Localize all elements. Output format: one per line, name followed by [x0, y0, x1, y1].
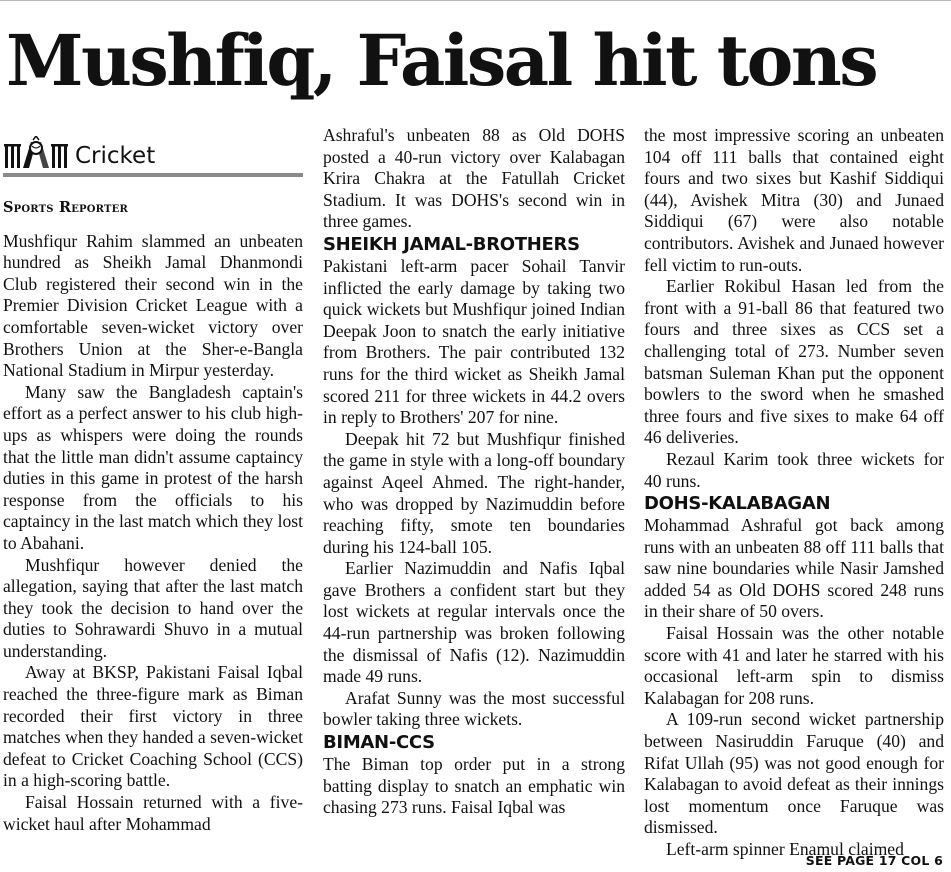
- section-rule: [3, 173, 303, 177]
- paragraph: Ashraful's unbeaten 88 as Old DOHS posted a 40-run victory over Kalabagan Krira Chakra at the Fatullah Cricket Stadium. It was DOHS's second win in three games.: [323, 125, 625, 232]
- cricket-icon: [3, 136, 69, 170]
- paragraph: Arafat Sunny was the most successful bowler taking three wickets.: [323, 687, 625, 730]
- paragraph: Earlier Rokibul Hasan led from the front with a 91-ball 86 that featured two fours and three sixes as CCS set a challenging total of 273. Number seven batsman Suleman Khan put the opponent bowlers to the sword when he smashed three fours and five sixes to make 64 off 46 deliveries.: [644, 276, 944, 448]
- paragraph: Away at BKSP, Pakistani Faisal Iqbal reached the three-figure mark as Biman recorded their first victory in three matches when they handed a seven-wicket defeat to Cricket Coaching School (CCS) in a high-scoring battle.: [3, 662, 303, 791]
- paragraph: Many saw the Bangladesh captain's effort as a perfect answer to his club high-ups as whispers were doing the rounds that the little man didn't assume captaincy duties in this game in protest of the harsh response from the officials to his captaincy in the last match which they lost to Abahani.: [3, 381, 303, 553]
- paragraph: Rezaul Karim took three wickets for 40 runs.: [644, 448, 944, 491]
- top-rule: [0, 0, 951, 5]
- section-label: [3, 128, 303, 170]
- column-1: [3, 124, 303, 835]
- paragraph: Mushfiqur Rahim slammed an unbeaten hundred as Sheikh Jamal Dhanmondi Club registered their second win in the Premier Division Cricket League with a comfortable seven-wicket victory over Brothers Union at the Sher-e-Bangla National Stadium in Mirpur yesterday.: [3, 230, 303, 381]
- section-title: Cricket: [75, 143, 156, 169]
- paragraph: A 109-run second wicket partnership between Nasiruddin Faruque (40) and Rifat Ullah (95) was not good enough for Kalabagan to avoid defeat as their innings lost momentum once Faruque was dismissed.: [644, 709, 944, 838]
- paragraph: Faisal Hossain returned with a five-wicket haul after Mohammad: [3, 792, 303, 834]
- paragraph: Faisal Hossain was the other notable score with 41 and later he starred with his occasional left-arm spin to dismiss Kalabagan for 208 runs.: [644, 623, 944, 708]
- paragraph: Left-arm spinner Enamul claimed: [666, 839, 904, 859]
- paragraph: Deepak hit 72 but Mushfiqur finished the game in style with a long-off boundary against Aqeel Ahmed. The right-hander, who was dropped by Nazimuddin before reaching fifty, smote ten boundaries during his 124-ball 105.: [323, 428, 625, 557]
- paragraph: Earlier Nazimuddin and Nafis Iqbal gave Brothers a confident start but they lost wickets at regular intervals once the 44-run partnership was broken following the dismissal of Nafis (12). Nazimuddin made 49 runs.: [323, 558, 625, 687]
- column-3: [644, 125, 944, 861]
- headline: Mushfiq, Faisal hit tons: [6, 19, 877, 102]
- subheading: SHEIKH JAMAL-BROTHERS: [323, 233, 580, 255]
- paragraph: Mohammad Ashraful got back among runs with an unbeaten 88 off 111 balls that saw nine boundaries while Nasir Jamshed added 54 as Old DOHS scored 248 runs in their share of 50 overs.: [644, 515, 944, 622]
- column-2: [323, 125, 625, 819]
- paragraph: Pakistani left-arm pacer Sohail Tanvir inflicted the early damage by taking two quick wickets but Mushfiqur joined Indian Deepak Joon to snatch the early initiative from Brothers. The pair contributed 132 runs for the third wicket as Sheikh Jamal scored 211 for three wickets in 44.2 overs in reply to Brothers' 207 for nine.: [323, 255, 625, 428]
- byline: Sports Reporter: [3, 199, 128, 216]
- paragraph: The Biman top order put in a strong batting display to snatch an emphatic win chasing 273 runs. Faisal Iqbal was: [323, 754, 625, 818]
- subheading: BIMAN-CCS: [323, 732, 435, 754]
- paragraph: the most impressive scoring an unbeaten 104 off 111 balls that contained eight fours and two sixes but Kashif Siddiqui (44), Avishek Mitra (30) and Junaed Siddiqui (67) were also notable contributors. Avishek and Junaed however fell victim to run-outs.: [644, 125, 944, 275]
- subheading: DOHS-KALABAGAN: [644, 493, 831, 515]
- continued-reference: SEE PAGE 17 COL 6: [805, 853, 943, 868]
- paragraph: Mushfiqur however denied the allegation, saying that after the last match they took the decision to hand over the duties to Sohrawardi Shuvo in a mutual understanding.: [3, 554, 303, 661]
